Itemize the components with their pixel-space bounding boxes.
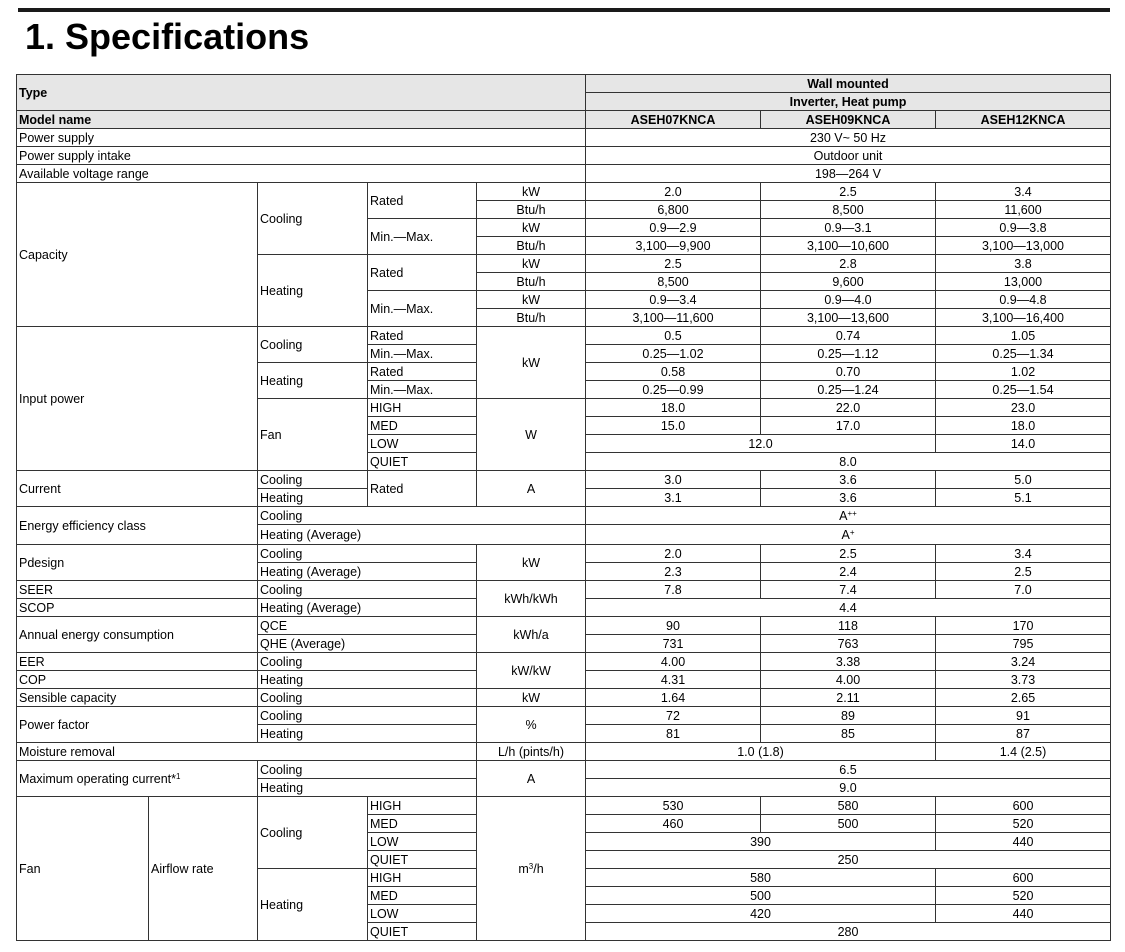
- heating-average-label: Heating (Average): [258, 563, 477, 581]
- model-name-cell: ASEH07KNCA: [586, 111, 761, 129]
- value-cell: 4.4: [586, 599, 1111, 617]
- value-cell: 1.02: [936, 363, 1111, 381]
- rated-label: Rated: [368, 255, 477, 291]
- value-cell: 0.25—1.12: [761, 345, 936, 363]
- value-cell: 8,500: [586, 273, 761, 291]
- unit-m3h: $m^3/h$: [477, 797, 586, 941]
- quiet-label: QUIET: [368, 851, 477, 869]
- capacity-heating-label: Heating: [258, 255, 368, 327]
- value-cell: 170: [936, 617, 1111, 635]
- capacity-label: Capacity: [17, 183, 258, 327]
- airflow-cooling-label: Cooling: [258, 797, 368, 869]
- value-cell: 3,100—11,600: [586, 309, 761, 327]
- low-label: LOW: [368, 905, 477, 923]
- value-cell: 500: [586, 887, 936, 905]
- airflow-heating-label: Heating: [258, 869, 368, 941]
- value-cell: 3,100—13,000: [936, 237, 1111, 255]
- type-value-inverter: Inverter, Heat pump: [586, 93, 1111, 111]
- model-name-cell: ASEH12KNCA: [936, 111, 1111, 129]
- value-cell: 500: [761, 815, 936, 833]
- value-cell: 2.5: [586, 255, 761, 273]
- value-cell: 5.0: [936, 471, 1111, 489]
- intake-value: Outdoor unit: [586, 147, 1111, 165]
- unit-kw: kW: [477, 219, 586, 237]
- value-cell: 0.9—3.8: [936, 219, 1111, 237]
- value-cell: 1.4 (2.5): [936, 743, 1111, 761]
- page-title: 1. Specifications: [25, 16, 310, 57]
- type-label: Type: [17, 75, 586, 111]
- unit-lh: L/h (pints/h): [477, 743, 586, 761]
- qce-label: QCE: [258, 617, 477, 635]
- rated-label: Rated: [368, 471, 477, 507]
- voltage-range-value: 198—264 V: [586, 165, 1111, 183]
- value-cell: 3.0: [586, 471, 761, 489]
- heating-average-label: Heating (Average): [258, 599, 477, 617]
- value-cell: 3.6: [761, 471, 936, 489]
- value-cell: 2.5: [761, 545, 936, 563]
- value-cell: 2.0: [586, 545, 761, 563]
- value-cell: 17.0: [761, 417, 936, 435]
- unit-a: A: [477, 471, 586, 507]
- value-cell: 520: [936, 815, 1111, 833]
- value-cell: 0.9—4.8: [936, 291, 1111, 309]
- value-cell: 2.3: [586, 563, 761, 581]
- value-cell: 18.0: [586, 399, 761, 417]
- capacity-cooling-label: Cooling: [258, 183, 368, 255]
- qhe-label: QHE (Average): [258, 635, 477, 653]
- value-cell: 11,600: [936, 201, 1111, 219]
- value-cell: 72: [586, 707, 761, 725]
- unit-kw: kW: [477, 255, 586, 273]
- value-cell: 3.24: [936, 653, 1111, 671]
- value-cell: 530: [586, 797, 761, 815]
- unit-kw-kw: kW/kW: [477, 653, 586, 689]
- value-cell: 390: [586, 833, 936, 851]
- unit-kw: kW: [477, 183, 586, 201]
- cooling-label: Cooling: [258, 707, 477, 725]
- specifications-table: [16, 74, 1111, 941]
- value-cell: 0.25—1.34: [936, 345, 1111, 363]
- rated-label: Rated: [368, 363, 477, 381]
- value-cell: 0.74: [761, 327, 936, 345]
- quiet-label: QUIET: [368, 453, 477, 471]
- med-label: MED: [368, 815, 477, 833]
- quiet-label: QUIET: [368, 923, 477, 941]
- value-cell: 580: [586, 869, 936, 887]
- value-cell: 0.58: [586, 363, 761, 381]
- heating-label: Heating: [258, 489, 368, 507]
- value-cell: 9,600: [761, 273, 936, 291]
- value-cell: 3.4: [936, 545, 1111, 563]
- value-cell: 3.1: [586, 489, 761, 507]
- cooling-label: Cooling: [258, 581, 477, 599]
- value-cell: 91: [936, 707, 1111, 725]
- value-cell: 3.4: [936, 183, 1111, 201]
- unit-kwh-a: kWh/a: [477, 617, 586, 653]
- voltage-range-label: Available voltage range: [17, 165, 586, 183]
- value-cell: 0.9—3.1: [761, 219, 936, 237]
- unit-kwh-kwh: kWh/kWh: [477, 581, 586, 617]
- value-cell: 2.4: [761, 563, 936, 581]
- current-label: Current: [17, 471, 258, 507]
- scop-label: SCOP: [17, 599, 258, 617]
- value-cell: 2.11: [761, 689, 936, 707]
- value-cell: 0.25—1.24: [761, 381, 936, 399]
- value-cell: 600: [936, 869, 1111, 887]
- cop-label: COP: [17, 671, 258, 689]
- value-cell: 0.25—0.99: [586, 381, 761, 399]
- value-cell: 15.0: [586, 417, 761, 435]
- unit-kw: kW: [477, 689, 586, 707]
- value-cell: 1.0 (1.8): [586, 743, 936, 761]
- heating-label: Heating: [258, 779, 477, 797]
- rated-label: Rated: [368, 183, 477, 219]
- value-cell: 2.5: [936, 563, 1111, 581]
- high-label: HIGH: [368, 399, 477, 417]
- med-label: MED: [368, 417, 477, 435]
- value-cell: 2.8: [761, 255, 936, 273]
- value-cell: 0.9—4.0: [761, 291, 936, 309]
- power-supply-value: 230 V~ 50 Hz: [586, 129, 1111, 147]
- value-cell: 85: [761, 725, 936, 743]
- value-cell: 3,100—9,900: [586, 237, 761, 255]
- value-cell: 90: [586, 617, 761, 635]
- value-cell: 6.5: [586, 761, 1111, 779]
- value-cell: 440: [936, 833, 1111, 851]
- sensible-capacity-label: Sensible capacity: [17, 689, 258, 707]
- value-cell: 7.0: [936, 581, 1111, 599]
- value-cell: 3.38: [761, 653, 936, 671]
- value-cell: 0.9—2.9: [586, 219, 761, 237]
- annual-consumption-label: Annual energy consumption: [17, 617, 258, 653]
- cooling-label: Cooling: [258, 471, 368, 489]
- cooling-label: Cooling: [258, 545, 477, 563]
- model-name-label: Model name: [17, 111, 586, 129]
- value-cell: 87: [936, 725, 1111, 743]
- value-cell: 1.05: [936, 327, 1111, 345]
- value-cell: 6,800: [586, 201, 761, 219]
- value-cell: 795: [936, 635, 1111, 653]
- value-cell: 3.6: [761, 489, 936, 507]
- value-cell: 763: [761, 635, 936, 653]
- value-cell: 280: [586, 923, 1111, 941]
- value-cell: 4.31: [586, 671, 761, 689]
- value-cell: 9.0: [586, 779, 1111, 797]
- fan-label: Fan: [17, 797, 149, 941]
- med-label: MED: [368, 887, 477, 905]
- minmax-label: Min.—Max.: [368, 345, 477, 363]
- model-name-cell: ASEH09KNCA: [761, 111, 936, 129]
- value-cell: 2.5: [761, 183, 936, 201]
- cooling-label: Cooling: [258, 507, 586, 525]
- energy-class-label: Energy efficiency class: [17, 507, 258, 545]
- input-cooling-label: Cooling: [258, 327, 368, 363]
- value-cell: 0.25—1.02: [586, 345, 761, 363]
- value-cell: 2.0: [586, 183, 761, 201]
- value-cell: 2.65: [936, 689, 1111, 707]
- heating-label: Heating: [258, 725, 477, 743]
- rated-label: Rated: [368, 327, 477, 345]
- value-cell: 81: [586, 725, 761, 743]
- minmax-label: Min.—Max.: [368, 219, 477, 255]
- seer-label: SEER: [17, 581, 258, 599]
- value-cell: 3,100—13,600: [761, 309, 936, 327]
- value-cell: 250: [586, 851, 1111, 869]
- unit-w: W: [477, 399, 586, 471]
- unit-kw: kW: [477, 327, 586, 399]
- value-cell: 13,000: [936, 273, 1111, 291]
- unit-btuh: Btu/h: [477, 201, 586, 219]
- value-cell: 4.00: [586, 653, 761, 671]
- value-cell: 3,100—16,400: [936, 309, 1111, 327]
- value-cell: 0.25—1.54: [936, 381, 1111, 399]
- intake-label: Power supply intake: [17, 147, 586, 165]
- value-cell: 460: [586, 815, 761, 833]
- value-cell: 18.0: [936, 417, 1111, 435]
- heating-average-label: Heating (Average): [258, 525, 586, 545]
- high-label: HIGH: [368, 797, 477, 815]
- value-cell: 7.8: [586, 581, 761, 599]
- unit-btuh: Btu/h: [477, 309, 586, 327]
- unit-btuh: Btu/h: [477, 273, 586, 291]
- value-cell: 0.9—3.4: [586, 291, 761, 309]
- power-supply-label: Power supply: [17, 129, 586, 147]
- moisture-removal-label: Moisture removal: [17, 743, 477, 761]
- value-cell: 420: [586, 905, 936, 923]
- cooling-label: Cooling: [258, 761, 477, 779]
- value-cell: 520: [936, 887, 1111, 905]
- value-cell: 22.0: [761, 399, 936, 417]
- value-cell: 0.5: [586, 327, 761, 345]
- low-label: LOW: [368, 435, 477, 453]
- unit-percent: %: [477, 707, 586, 743]
- input-heating-label: Heating: [258, 363, 368, 399]
- airflow-rate-label: Airflow rate: [149, 797, 258, 941]
- energy-class-heating-value: A+: [586, 525, 1111, 545]
- value-cell: 4.00: [761, 671, 936, 689]
- value-cell: 89: [761, 707, 936, 725]
- value-cell: 8,500: [761, 201, 936, 219]
- energy-class-cooling-value: A++: [586, 507, 1111, 525]
- value-cell: 440: [936, 905, 1111, 923]
- unit-kw: kW: [477, 291, 586, 309]
- value-cell: 7.4: [761, 581, 936, 599]
- high-label: HIGH: [368, 869, 477, 887]
- unit-kw: kW: [477, 545, 586, 581]
- cooling-label: Cooling: [258, 653, 477, 671]
- minmax-label: Min.—Max.: [368, 381, 477, 399]
- value-cell: 118: [761, 617, 936, 635]
- top-rule: [18, 8, 1110, 12]
- value-cell: 3.8: [936, 255, 1111, 273]
- eer-label: EER: [17, 653, 258, 671]
- unit-a: A: [477, 761, 586, 797]
- value-cell: 3,100—10,600: [761, 237, 936, 255]
- type-value-wall-mounted: Wall mounted: [586, 75, 1111, 93]
- pdesign-label: Pdesign: [17, 545, 258, 581]
- value-cell: 12.0: [586, 435, 936, 453]
- low-label: LOW: [368, 833, 477, 851]
- value-cell: 3.73: [936, 671, 1111, 689]
- unit-btuh: Btu/h: [477, 237, 586, 255]
- value-cell: 5.1: [936, 489, 1111, 507]
- heating-label: Heating: [258, 671, 477, 689]
- max-current-label: Maximum operating current*$^1$: [17, 761, 258, 797]
- power-factor-label: Power factor: [17, 707, 258, 743]
- value-cell: 23.0: [936, 399, 1111, 417]
- minmax-label: Min.—Max.: [368, 291, 477, 327]
- value-cell: 8.0: [586, 453, 1111, 471]
- value-cell: 0.70: [761, 363, 936, 381]
- cooling-label: Cooling: [258, 689, 477, 707]
- input-power-label: Input power: [17, 327, 258, 471]
- value-cell: 1.64: [586, 689, 761, 707]
- input-fan-label: Fan: [258, 399, 368, 471]
- value-cell: 600: [936, 797, 1111, 815]
- value-cell: 14.0: [936, 435, 1111, 453]
- value-cell: 731: [586, 635, 761, 653]
- value-cell: 580: [761, 797, 936, 815]
